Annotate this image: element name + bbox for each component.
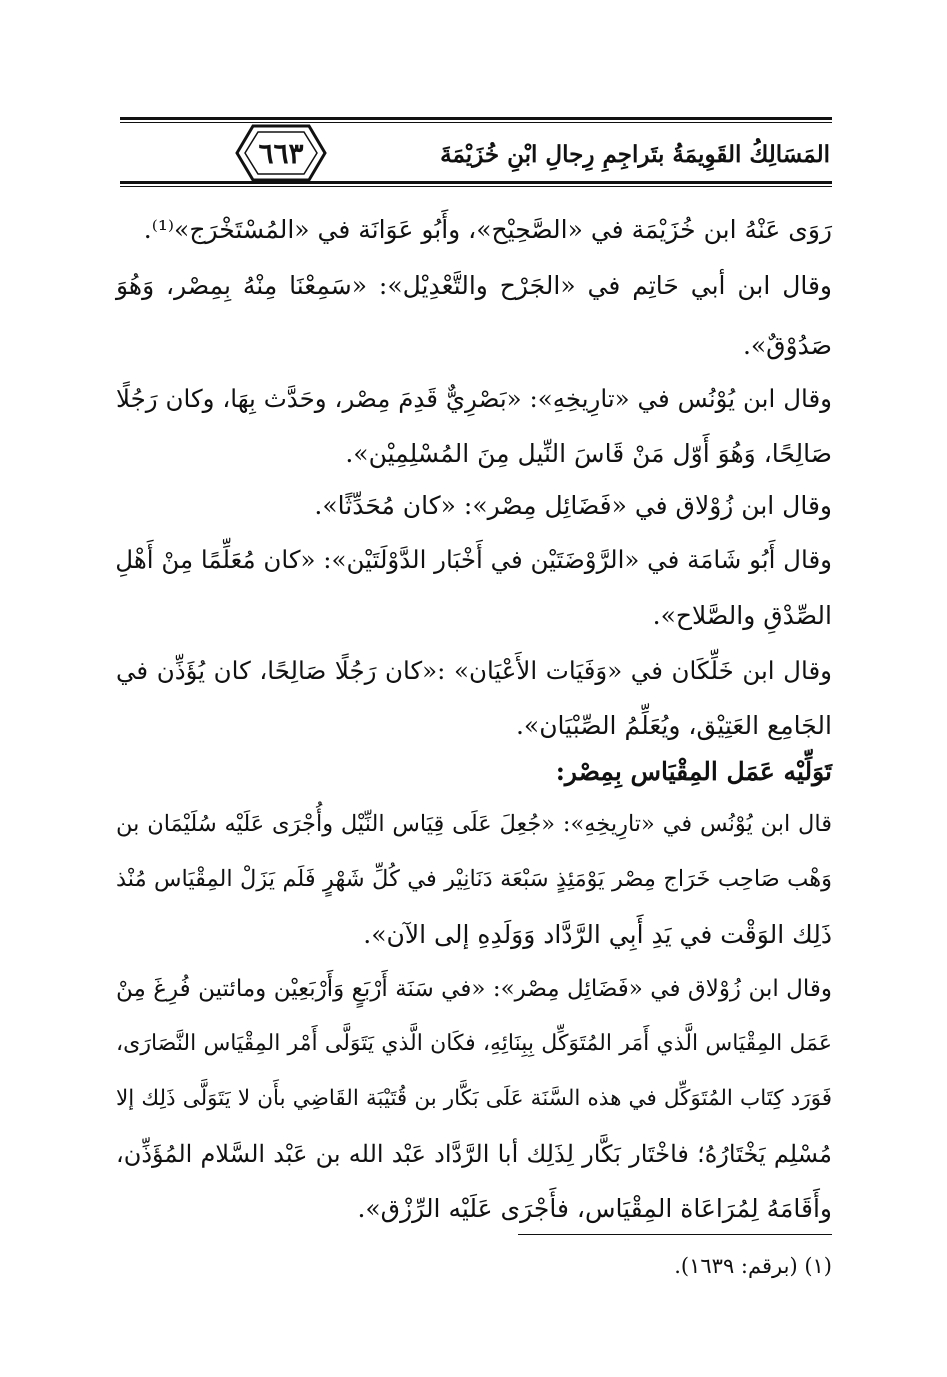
text-line: الصِّدْقِ والصَّلاح».	[652, 601, 832, 630]
header-rule-bottom	[120, 181, 832, 184]
text-line: الجَامِع العَتِيْق، ويُعَلِّمُ الصِّبْيَان».	[515, 711, 832, 740]
footnote-divider	[518, 1234, 832, 1235]
text-line: رَوَى عَنْهُ ابن خُزَيْمَة في «الصَّحِيْح»، وأَبُو عَوَانَة في «المُسْتَخْرَج»⁽¹⁾.	[143, 215, 832, 244]
text-line: فَوَرَد كِتَاب المُتَوَكِّل في هذه السَّنَة عَلَى بَكَّار بن قُتَيْبَة القَاضِي بأَن لا يَتَوَلَّى ذَلِك إلا	[116, 1086, 832, 1111]
text-line: صَدُوْقٌ».	[742, 331, 832, 360]
text-line: مُسْلِم يَخْتَارُهُ؛ فاخْتَار بَكَّار لِذَلِك أبا الرَّدَّاد عَبْد الله بن عَبْد السَّلام المُؤَذِّن،	[116, 1140, 832, 1168]
text-line: وقال ابن زُوْلاق في «فَضَائِل مِصْر»: «كان مُحَدِّثًا».	[314, 491, 832, 520]
section-heading: تَوَلِّيْه عَمَل المِقْيَاس بِمِصْر:	[555, 757, 832, 786]
running-title: المَسَالِكُ القَوِيمَةُ بتَراجِمِ رِجالِ ابْنِ خُزَيْمَةَ	[440, 141, 830, 168]
text-line: وقال ابن زُوْلاق في «فَضَائِل مِصْر»: «في سَنَة أَرْبَعٍ وَأَرْبَعِيْن ومائتين فُرِغَ مِنْ	[116, 976, 832, 1002]
text-line: وأَقَامَهُ لِمُرَاعَاة المِقْيَاس، فأَجْرَى عَلَيْه الرِّزْق».	[357, 1194, 832, 1223]
text-line: صَالِحًا، وَهُوَ أَوّل مَنْ قَاسَ النِّيل مِنَ المُسْلِمِيْن».	[345, 439, 832, 468]
text-line: وقال أَبُو شَامَة في «الرَّوْضَتَيْن في أَخْبَار الدَّوْلَتَيْن»: «كان مُعَلِّمًا مِنْ أَهْلِ	[115, 545, 832, 574]
text-line: وقال ابن خَلِّكَان في «وَفَيَات الأَعْيَان» :«كان رَجُلًا صَالِحًا، كان يُؤَذِّن في	[116, 656, 832, 685]
page-number-badge	[233, 122, 329, 184]
footnote: (١) (برقم: ١٦٣٩).	[674, 1254, 832, 1278]
text-line: عَمَل المِقْيَاس الَّذي أَمَر المُتَوَكِّل بِبِنَائِهِ، فكَان الَّذي يَتَوَلَّى أَمْر المِقْيَاس النَّصَارَى،	[116, 1031, 832, 1056]
header-rule-top-thin	[120, 122, 832, 123]
text-line: ذَلِك الوَقْت في يَدِ أَبِي الرَّدَّاد وَوَلَدِهِ إلى الآن».	[363, 920, 832, 949]
text-line: وقال ابن أبي حَاتِم في «الجَرْح والتَّعْدِيْل»: «سَمِعْنَا مِنْهُ بِمِصْر، وَهُوَ	[116, 271, 832, 300]
text-line: قال ابن يُوْنُس في «تارِيخِهِ»: «جُعِلَ عَلَى قِيَاس النِّيْل وأُجْرَى عَلَيْه سُلَيْمَان بن	[116, 811, 832, 837]
header-rule-bottom-thin	[120, 186, 832, 187]
text-line: وَهْب صَاحِب خَرَاج مِصْر يَوْمَئِذٍ سَبْعَة دَنَانِيْر في كُلِّ شَهْرٍ فَلَم يَزَلْ المِقْيَاس مُنْذ	[116, 866, 832, 892]
text-line: وقال ابن يُوْنُس في «تارِيخِهِ»: «بَصْرِيٌّ قَدِمَ مِصْر، وحَدَّث بِهَا، وكان رَجُلًا	[116, 384, 832, 413]
page-number: ٦٦٣	[258, 136, 304, 170]
header-rule-top	[120, 117, 832, 120]
